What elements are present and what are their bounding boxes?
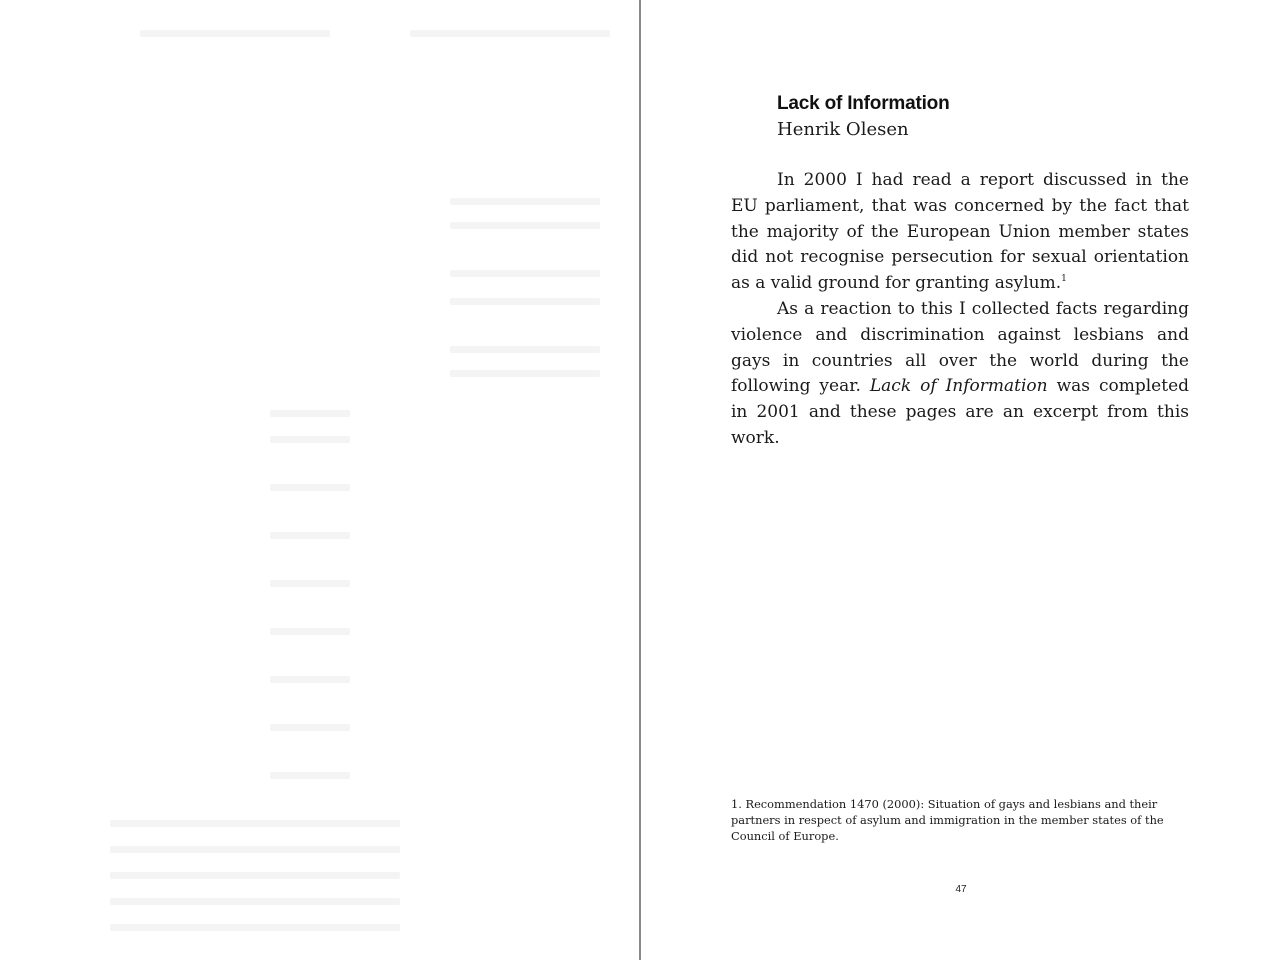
article-author: Henrik Olesen <box>777 119 909 140</box>
paragraph-2-text-after: was completed in 2001 and these pages are an excerpt from this work. <box>731 376 1190 448</box>
footnote: 1. Recommendation 1470 (2000): Situation of gays and lesbians and their partners in respect of asylum and immigration in the member states of the Council of Europe. <box>731 797 1164 843</box>
paragraph-2-text-before: As a reaction to this I collected facts regarding violence and discrimination against lesbians and gays in countries all over the world during the following year. <box>731 298 1189 397</box>
paragraph-2-italic-title: Lack of Information <box>869 376 1048 397</box>
page-number: 47 <box>955 884 967 895</box>
paragraph-1 <box>731 168 1189 297</box>
footnote-reference: 1 <box>1061 274 1067 285</box>
article-body <box>731 168 1189 452</box>
left-page <box>0 0 639 960</box>
paragraph-1-text: In 2000 I had read a report discussed in the EU parliament, that was concerned by the fact that the majority of the European Union member states did not recognise persecution for sexual orientation as a valid ground for granting asylum. <box>731 170 1189 294</box>
article-title: Lack of Information <box>777 93 950 114</box>
right-page <box>641 0 1280 960</box>
paragraph-2 <box>731 297 1189 452</box>
